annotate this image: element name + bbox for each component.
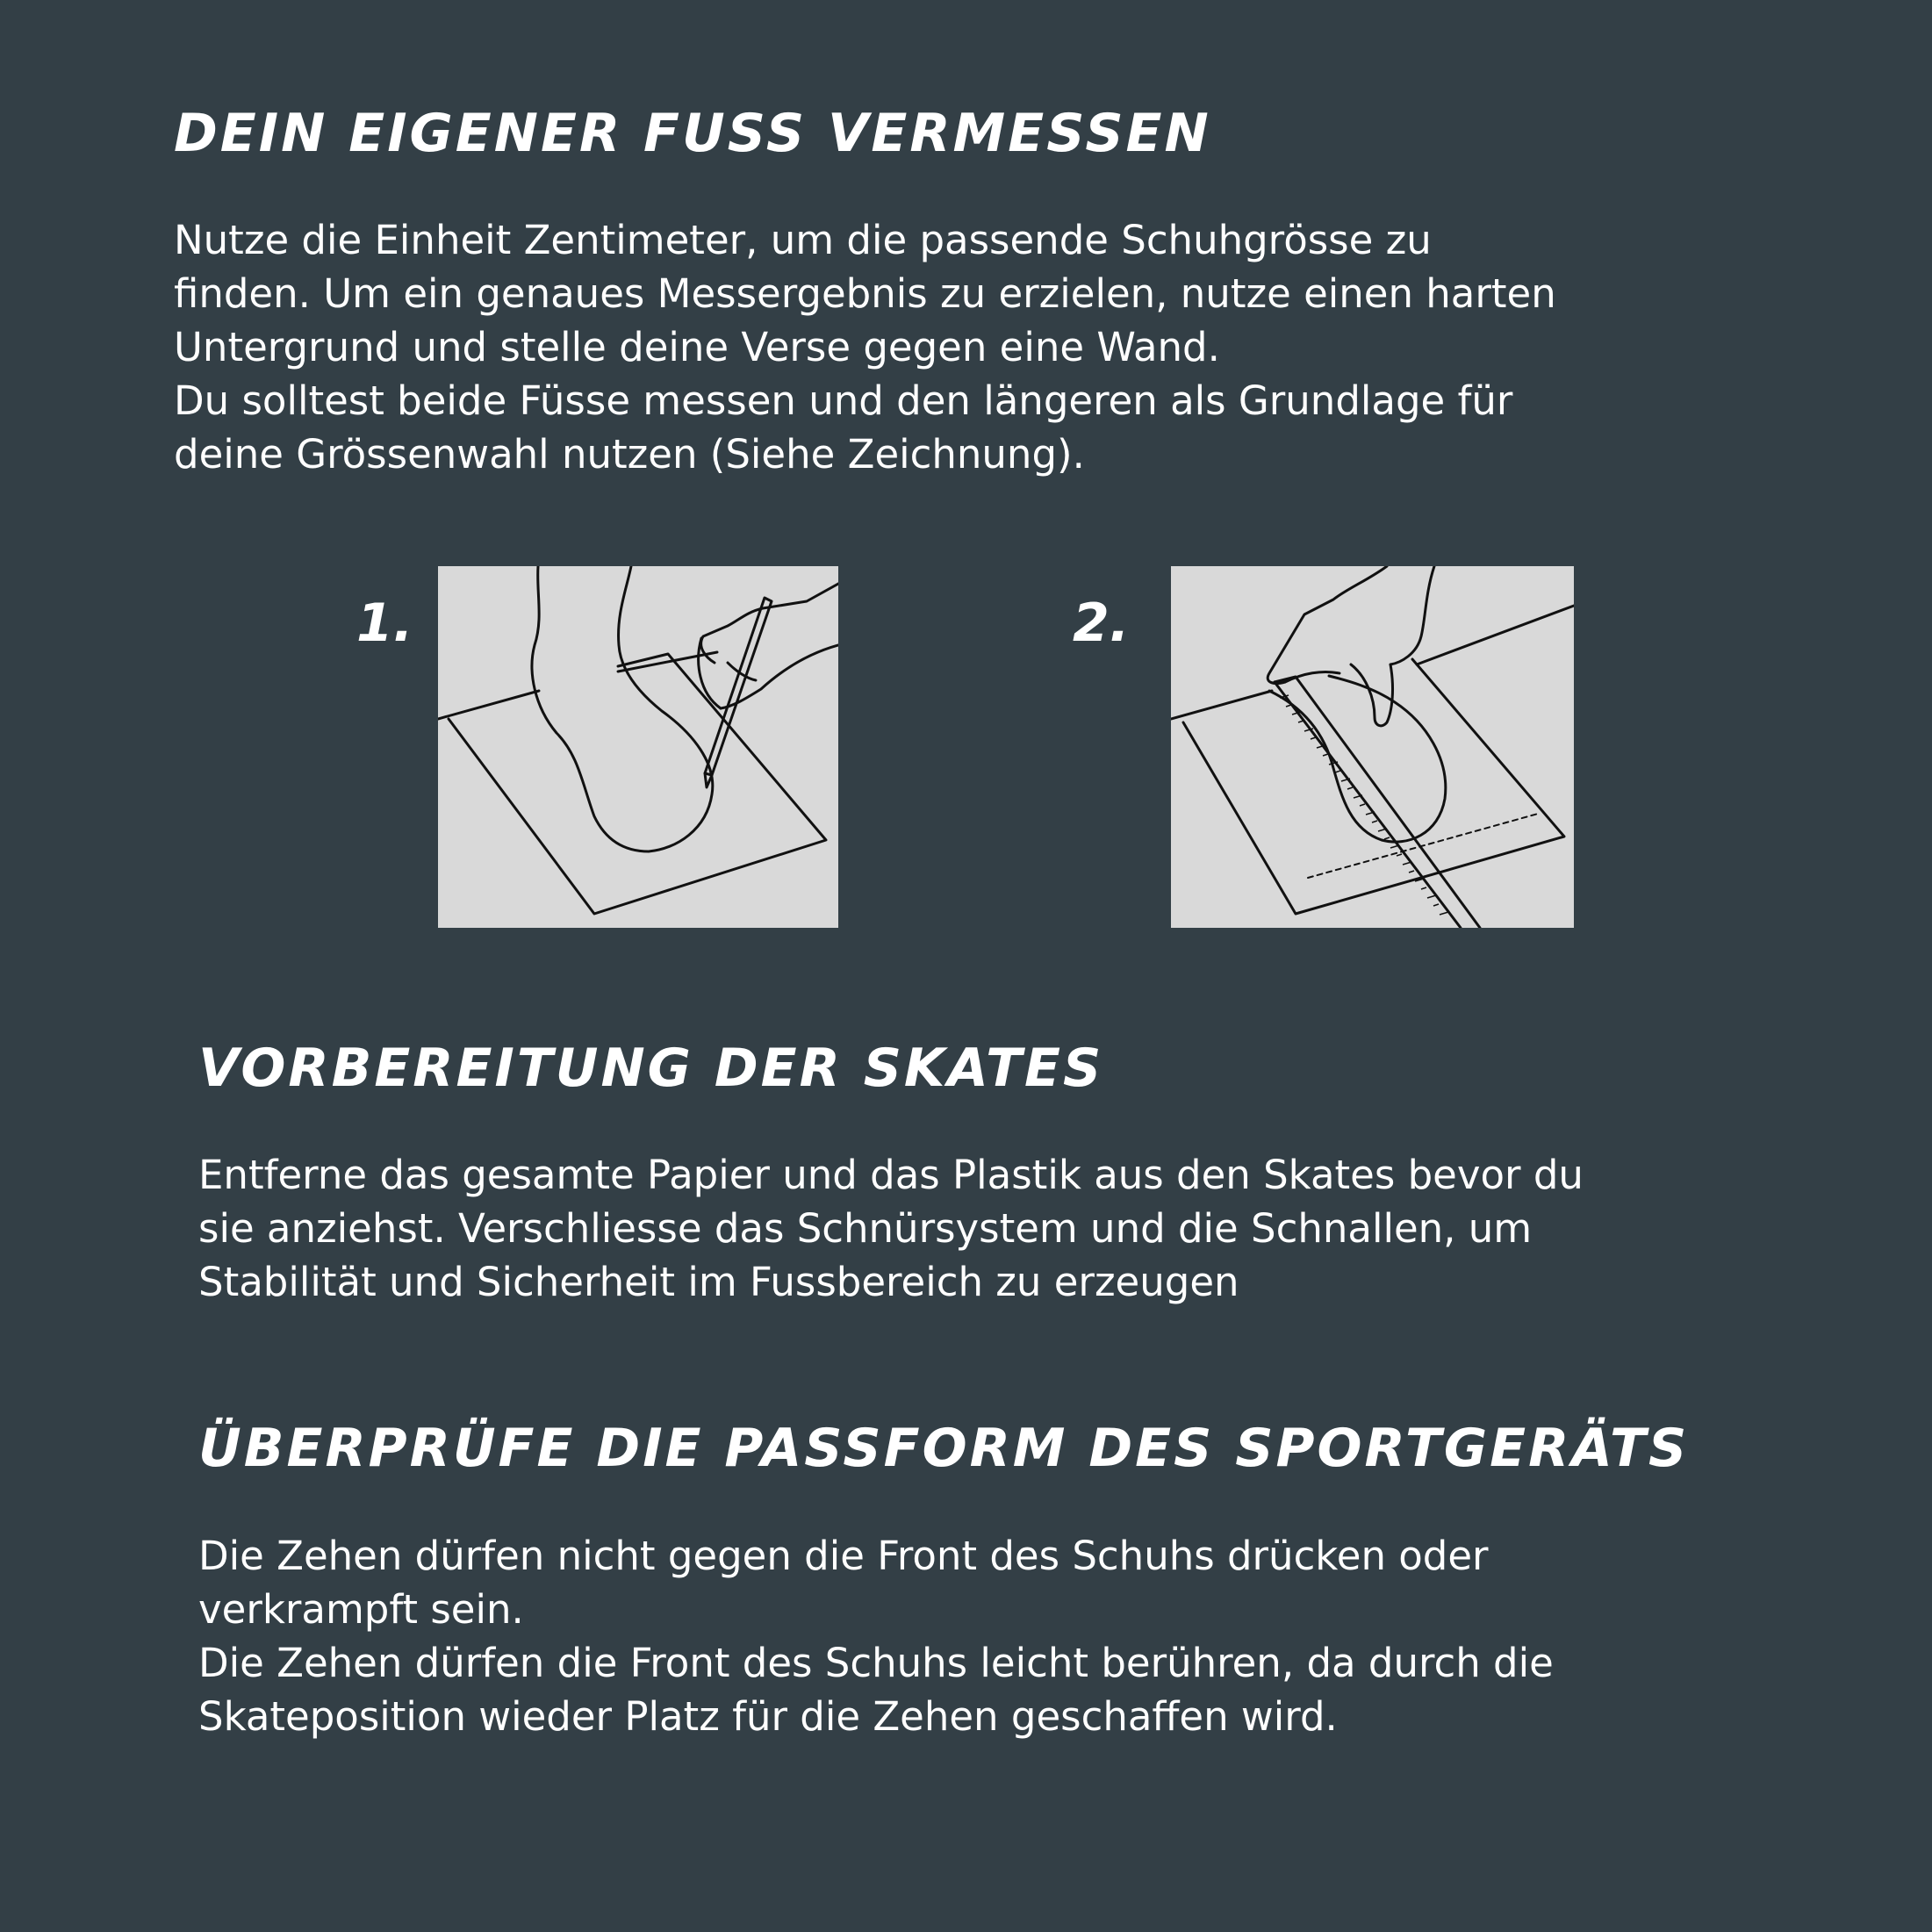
section-title-measure: DEIN EIGENER FUSS VERMESSEN [174,103,1211,164]
step-2-illustration [1171,566,1574,928]
text-line: Die Zehen dürfen die Front des Schuhs leicht berühren, da durch die [198,1640,1554,1686]
text-line: Entferne das gesamte Papier und das Plastik aus den Skates bevor du [198,1152,1584,1198]
text-line: Skateposition wieder Platz für die Zehen geschaffen wird. [198,1693,1338,1740]
text-line: Die Zehen dürfen nicht gegen die Front des Schuhs drücken oder [198,1533,1489,1579]
step-1-number: 1. [356,593,413,654]
text-line: Nutze die Einheit Zentimeter, um die passende Schuhgrösse zu [174,217,1432,263]
foot-measuring-drawing [1171,566,1574,928]
section-text-measure [174,213,1806,481]
section-title-prepare: VORBEREITUNG DER SKATES [198,1038,1104,1099]
text-line: sie anziehst. Verschliesse das Schnürsystem und die Schnallen, um [198,1205,1533,1252]
step-1-illustration [438,566,838,928]
text-line: Stabilität und Sicherheit im Fussbereich zu erzeugen [198,1259,1239,1305]
text-line: Du solltest beide Füsse messen und den längeren als Grundlage für [174,377,1513,424]
section-title-fit: ÜBERPRÜFE DIE PASSFORM DES SPORTGERÄTS [198,1418,1690,1479]
step-2-number: 2. [1073,593,1130,654]
foot-tracing-drawing [438,566,838,928]
section-text-prepare [198,1148,1831,1309]
text-line: Untergrund und stelle deine Verse gegen eine Wand. [174,324,1220,370]
text-line: verkrampft sein. [198,1586,524,1633]
section-text-fit [198,1529,1831,1743]
text-line: finden. Um ein genaues Messergebnis zu erzielen, nutze einen harten [174,270,1556,317]
text-line: deine Grössenwahl nutzen (Siehe Zeichnung). [174,431,1085,478]
